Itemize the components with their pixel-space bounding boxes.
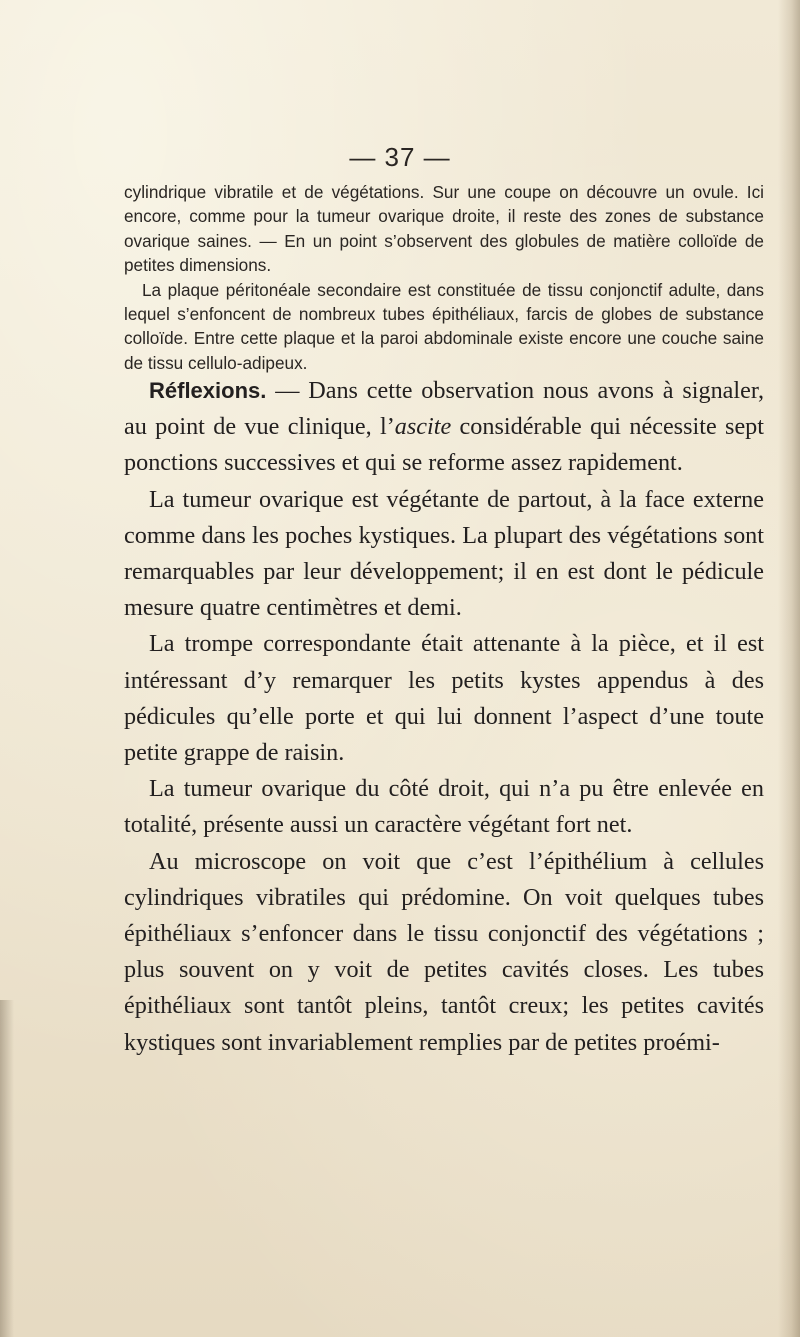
page-edge-shadow-left [0, 1000, 14, 1337]
small-paragraph: cylindrique vibratile et de végétations. Sur une coupe on découvre un ovule. Ici encore, comme pour la tumeur ovarique droite, il reste des zones de substance ovarique saines. — En un point s’observent des globules de matière colloïde de petites dimensions. [124, 182, 764, 276]
small-paragraph: La plaque péritonéale secondaire est constituée de tissu conjonctif adulte, dans lequel s’enfoncent de nombreux tubes épithéliaux, farcis de globes de substance colloïde. Entre cette plaque et la paroi abdominale existe encore une couche saine de tissu cellulo-adipeux. [124, 279, 764, 373]
reflexions-text: — Dans cette observation nous avons à signaler, au point de vue clinique, l’ [124, 377, 764, 441]
reflexions-emphasis: ascite [394, 413, 452, 441]
page-edge-shadow [778, 0, 800, 1337]
main-text-section [124, 373, 764, 1061]
main-paragraph: Au microscope on voit que c’est l’épithélium à cellules cylindriques vibratiles qui prédomine. On voit quelques tubes épithéliaux s’enfoncer dans le tissu conjonctif des végétations ; plus souvent on y voit de petites cavités closes. Les tubes épithéliaux sont tantôt pleins, tantôt creux; les petites cavités kystiques sont invariablement remplies par de petites proémi- [124, 847, 764, 1056]
reflexions-heading: Réflexions. [149, 378, 267, 403]
main-paragraph: La tumeur ovarique du côté droit, qui n’a pu être enlevée en totalité, présente aussi un caractère végétant fort net. [124, 775, 764, 839]
reflexions-text-end: considérable qui nécessite sept ponctions successives et qui se reforme assez rapidement. [124, 413, 764, 477]
page-number: — 37 — [349, 142, 451, 172]
main-paragraph: La trompe correspondante était attenante à la pièce, et il est intéressant d’y remarquer les petits kystes appendus à des pédicules qu’elle porte et qui lui donnent l’aspect d’une toute petite grappe de raisin. [124, 630, 764, 767]
main-paragraph: La tumeur ovarique est végétante de partout, à la face externe comme dans les poches kystiques. La plupart des végétations sont remarquables par leur développement; il en est dont le pédicule mesure quatre centimètres et demi. [124, 485, 764, 622]
reflexions-paragraph [124, 373, 764, 482]
small-print-section [124, 180, 764, 375]
